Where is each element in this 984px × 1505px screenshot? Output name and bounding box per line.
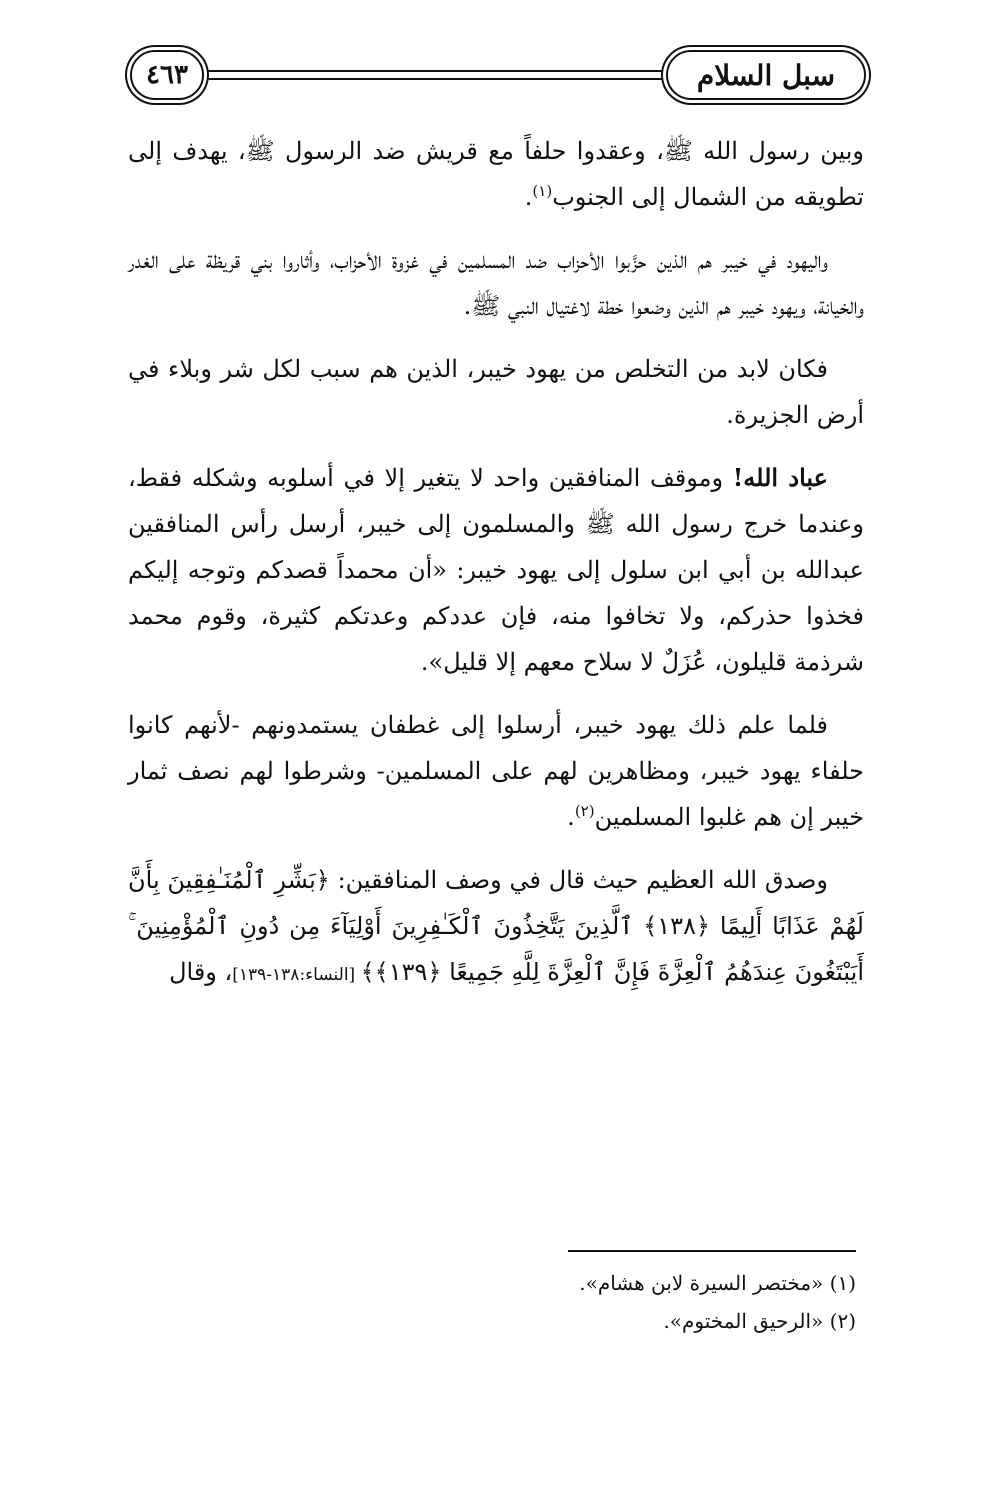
paragraph-end: . [524,183,533,211]
paragraph-text: فلما علم ذلك يهود خيبر، أرسلوا إلى غطفان يستمدونهم -لأنهم كانوا حلفاء يهود خيبر، ومظاهرين لهم على المسلمين- وشرطوا لهم نصف ثمار خيبر إن هم غلبوا المسلمين [128,711,864,831]
footnote: (١) «مختصر السيرة لابن هشام». [579,1271,856,1295]
paragraph-text: وموقف المنافقين واحد لا يتغير إلا في أسلوبه وشكله فقط، وعندما خرج رسول الله ﷺ والمسلمون إلى خيبر، أرسل رأس المنافقين عبدالله بن أبي ابن سلول إلى يهود خيبر: «أن محمداً قصدكم وتوجه إليكم فخذوا حذركم، ولا تخافوا منه، فإن عددكم وعدتكم كثيرة، وقوم محمد شرذمة قليلون، عُزَلٌ لا سلاح معهم إلا قليل». [128,464,864,676]
page-header [128,44,868,106]
book-title: سبل السلام [666,50,866,100]
paragraph [128,857,864,998]
footnote-divider [568,1250,856,1252]
paragraph [128,702,864,840]
paragraph: واليهود في خيبر هم الذين حزَّبوا الأحزاب ضد المسلمين في غزوة الأحزاب، وأثاروا بني قريظة على الغدر والخيانة، ويهود خيبر هم الذين وضعوا خطة لاغتيال النبي ﷺ. [128,246,864,320]
footnotes [256,1264,856,1340]
paragraph-end: ، وقال [169,958,233,986]
header-double-rule [198,70,668,80]
verse-citation: [النساء:١٣٨-١٣٩] [232,965,361,985]
paragraph [128,128,864,220]
body-text [128,128,864,1015]
paragraph-lead: عباد الله! [732,463,828,492]
paragraph-text: وصدق الله العظيم حيث قال في وصف المنافقين: [329,866,829,894]
paragraph [128,455,864,685]
footnote: (٢) «الرحيق المختوم». [663,1309,856,1333]
footnote-ref: (٢) [574,802,595,820]
paragraph: فكان لابد من التخلص من يهود خيبر، الذين هم سبب لكل شر وبلاء في أرض الجزيرة. [128,355,864,429]
footnote-ref: (١) [532,182,553,200]
paragraph-text: وبين رسول الله ﷺ، وعقدوا حلفاً مع قريش ضد الرسول ﷺ، يهدف إلى تطويقه من الشمال إلى الجنوب [128,137,864,211]
page-number: ٤٦٣ [130,50,204,100]
paragraph-end: . [567,803,575,831]
quran-verse: ﴿بَشِّرِ ٱلْمُنَـٰفِقِينَ بِأَنَّ لَهُمْ عَذَابًا أَلِيمًا ﴿١٣٨﴾ ٱلَّذِينَ يَتَّخِذُونَ ٱلْكَـٰفِرِينَ أَوْلِيَآءَ مِن دُونِ ٱلْمُؤْمِنِينَ ۚ أَيَبْتَغُونَ عِندَهُمُ ٱلْعِزَّةَ فَإِنَّ ٱلْعِزَّةَ لِلَّهِ جَمِيعًا ﴿١٣٩﴾﴾ [128,866,864,986]
